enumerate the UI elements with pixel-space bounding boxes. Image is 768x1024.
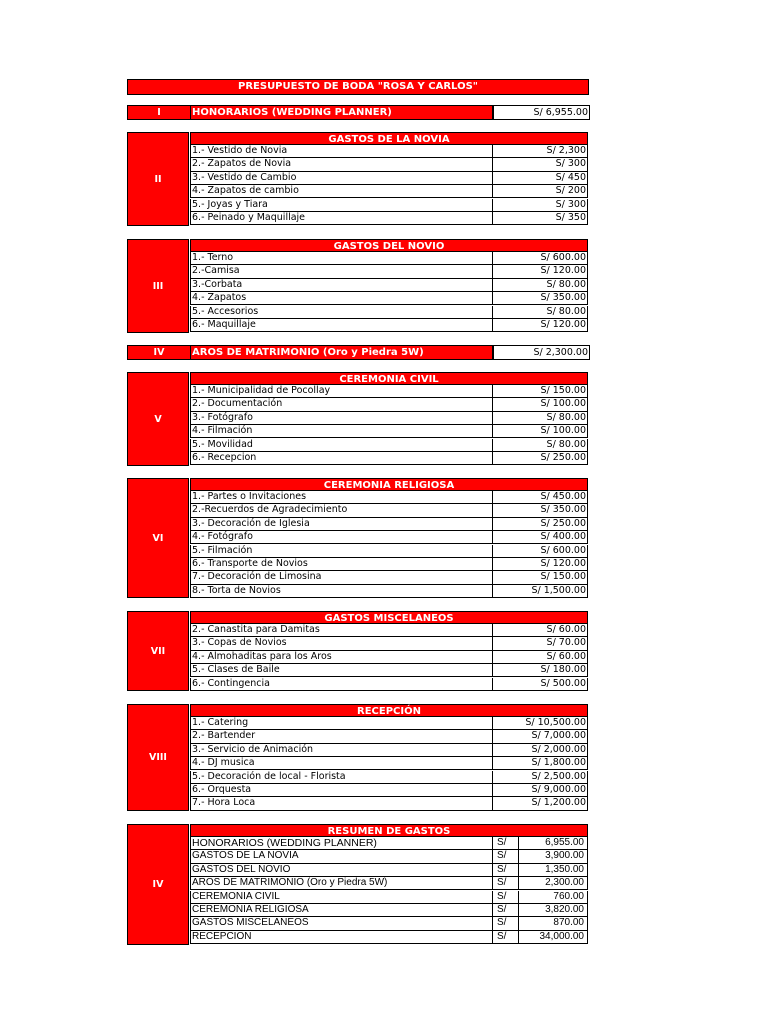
table-row [190, 797, 588, 810]
item-label: 6.- Recepcion [190, 452, 493, 465]
currency-label: S/ [493, 917, 519, 930]
item-amount: 760.00 [519, 891, 588, 904]
item-label: 6.- Maquillaje [190, 319, 493, 332]
item-amount: S/ 80.00 [493, 306, 588, 319]
item-label: 6.- Contingencia [190, 678, 493, 691]
item-amount: S/ 1,200.00 [493, 797, 588, 810]
section-number: V [127, 372, 189, 466]
item-label: 5.- Clases de Baile [190, 664, 493, 677]
table-row [190, 306, 588, 319]
table-row [190, 771, 588, 784]
table-row [190, 837, 588, 850]
item-label: 3.- Vestido de Cambio [190, 172, 493, 185]
item-label: 8.- Torta de Novios [190, 585, 493, 598]
item-label: 1.- Vestido de Novia [190, 145, 493, 158]
section-header: CEREMONIA CIVIL [190, 372, 588, 385]
section-ceremonia-civil [127, 372, 589, 466]
item-label: GASTOS DE LA NOVIA [190, 850, 493, 863]
section-gastos-novio [127, 239, 589, 333]
currency-label: S/ [493, 904, 519, 917]
item-label: CEREMONIA CIVIL [190, 891, 493, 904]
item-amount: S/ 9,000.00 [493, 784, 588, 797]
table-row [190, 412, 588, 425]
item-label: 5.- Filmación [190, 545, 493, 558]
item-amount: S/ 80.00 [493, 279, 588, 292]
item-label: RECEPCION [190, 931, 493, 944]
table-row [190, 425, 588, 438]
table-row [190, 664, 588, 677]
item-label: 3.- Fotógrafo [190, 412, 493, 425]
section-label: HONORARIOS (WEDDING PLANNER) [190, 105, 493, 120]
section-header: GASTOS MISCELANEOS [190, 611, 588, 624]
item-amount: S/ 600.00 [493, 252, 588, 265]
item-amount: S/ 70.00 [493, 637, 588, 650]
item-label: 2.- Bartender [190, 730, 493, 743]
item-amount: S/ 300 [493, 158, 588, 171]
item-label: 3.- Decoración de Iglesia [190, 518, 493, 531]
item-label: 3.- Copas de Novios [190, 637, 493, 650]
item-label: 2.- Documentación [190, 398, 493, 411]
item-amount: 2,300.00 [519, 877, 588, 890]
section-recepcion [127, 704, 589, 811]
table-row [190, 531, 588, 544]
item-amount: S/ 2,000.00 [493, 744, 588, 757]
table-row [190, 385, 588, 398]
item-amount: 3,900.00 [519, 850, 588, 863]
table-row [190, 518, 588, 531]
item-amount: S/ 2,500.00 [493, 771, 588, 784]
item-label: 1.- Terno [190, 252, 493, 265]
table-row [190, 757, 588, 770]
table-row [190, 504, 588, 517]
table-row [190, 265, 588, 278]
section-header: RESUMEN DE GASTOS [190, 824, 588, 837]
item-label: 1.- Municipalidad de Pocollay [190, 385, 493, 398]
item-amount: S/ 180.00 [493, 664, 588, 677]
table-row [190, 624, 588, 637]
item-label: 6.- Transporte de Novios [190, 558, 493, 571]
item-amount: S/ 300 [493, 199, 588, 212]
item-amount: 34,000.00 [519, 931, 588, 944]
item-amount: S/ 450 [493, 172, 588, 185]
item-amount: S/ 1,800.00 [493, 757, 588, 770]
item-amount: S/ 120.00 [493, 265, 588, 278]
table-row [190, 172, 588, 185]
section-amount: S/ 6,955.00 [493, 105, 590, 120]
item-label: 2.-Recuerdos de Agradecimiento [190, 504, 493, 517]
item-label: 4.- Fotógrafo [190, 531, 493, 544]
table-row [190, 730, 588, 743]
table-row [190, 252, 588, 265]
honorarios-row [127, 105, 589, 119]
item-amount: S/ 250.00 [493, 518, 588, 531]
table-row [190, 717, 588, 730]
item-label: 4.- Filmación [190, 425, 493, 438]
currency-label: S/ [493, 864, 519, 877]
table-row [190, 558, 588, 571]
item-amount: S/ 350.00 [493, 292, 588, 305]
item-label: CEREMONIA RELIGIOSA [190, 904, 493, 917]
section-number: VI [127, 478, 189, 598]
item-amount: S/ 80.00 [493, 412, 588, 425]
item-label: AROS DE MATRIMONIO (Oro y Piedra 5W) [190, 877, 493, 890]
item-label: HONORARIOS (WEDDING PLANNER) [190, 837, 493, 850]
item-amount: S/ 450.00 [493, 491, 588, 504]
aros-row [127, 345, 589, 359]
section-number: II [127, 132, 189, 226]
section-header: CEREMONIA RELIGIOSA [190, 478, 588, 491]
table-row [190, 585, 588, 598]
table-row [190, 158, 588, 171]
currency-label: S/ [493, 837, 519, 850]
item-label: 5.- Accesorios [190, 306, 493, 319]
item-amount: S/ 400.00 [493, 531, 588, 544]
item-label: 7.- Hora Loca [190, 797, 493, 810]
item-label: 3.- Servicio de Animación [190, 744, 493, 757]
item-label: 1.- Catering [190, 717, 493, 730]
section-number: VIII [127, 704, 189, 811]
currency-label: S/ [493, 931, 519, 944]
item-amount: S/ 10,500.00 [493, 717, 588, 730]
item-label: 4.- Zapatos [190, 292, 493, 305]
item-label: 5.- Decoración de local - Florista [190, 771, 493, 784]
table-row [190, 452, 588, 465]
sheet-title: PRESUPUESTO DE BODA "ROSA Y CARLOS" [127, 79, 589, 95]
table-row [190, 199, 588, 212]
item-amount: S/ 500.00 [493, 678, 588, 691]
currency-label: S/ [493, 877, 519, 890]
section-gastos-miscelaneos [127, 611, 589, 691]
section-ceremonia-religiosa [127, 478, 589, 598]
item-amount: S/ 100.00 [493, 398, 588, 411]
table-row [190, 784, 588, 797]
section-number: I [127, 105, 191, 120]
item-amount: S/ 7,000.00 [493, 730, 588, 743]
item-label: 1.- Partes o Invitaciones [190, 491, 493, 504]
item-label: 4.- Zapatos de cambio [190, 185, 493, 198]
table-row [190, 398, 588, 411]
table-row [190, 917, 588, 930]
currency-label: S/ [493, 891, 519, 904]
item-label: GASTOS MISCELANEOS [190, 917, 493, 930]
item-label: 6.- Peinado y Maquillaje [190, 212, 493, 225]
table-row [190, 319, 588, 332]
table-row [190, 891, 588, 904]
item-label: 4.- DJ musica [190, 757, 493, 770]
table-row [190, 185, 588, 198]
item-amount: S/ 60.00 [493, 624, 588, 637]
table-row [190, 651, 588, 664]
table-row [190, 904, 588, 917]
item-label: 2.- Zapatos de Novia [190, 158, 493, 171]
item-label: 5.- Joyas y Tiara [190, 199, 493, 212]
item-label: 7.- Decoración de Limosina [190, 571, 493, 584]
table-row [190, 279, 588, 292]
table-row [190, 545, 588, 558]
item-amount: 1,350.00 [519, 864, 588, 877]
item-amount: 3,820.00 [519, 904, 588, 917]
item-label: 2.- Canastita para Damitas [190, 624, 493, 637]
item-amount: S/ 80.00 [493, 439, 588, 452]
item-amount: S/ 100.00 [493, 425, 588, 438]
item-amount: S/ 1,500.00 [493, 585, 588, 598]
item-label: 3.-Corbata [190, 279, 493, 292]
section-number: IV [127, 824, 189, 945]
item-amount: 870.00 [519, 917, 588, 930]
item-label: 5.- Movilidad [190, 439, 493, 452]
item-label: 2.-Camisa [190, 265, 493, 278]
item-amount: S/ 150.00 [493, 385, 588, 398]
section-resumen [127, 824, 589, 945]
item-amount: S/ 350 [493, 212, 588, 225]
table-row [190, 678, 588, 691]
table-row [190, 850, 588, 863]
table-row [190, 292, 588, 305]
table-row [190, 637, 588, 650]
item-amount: S/ 600.00 [493, 545, 588, 558]
currency-label: S/ [493, 850, 519, 863]
item-amount: S/ 120.00 [493, 558, 588, 571]
section-number: IV [127, 345, 191, 360]
item-label: GASTOS DEL NOVIO [190, 864, 493, 877]
section-header: GASTOS DE LA NOVIA [190, 132, 588, 145]
table-row [190, 491, 588, 504]
section-header: GASTOS DEL NOVIO [190, 239, 588, 252]
section-gastos-novia [127, 132, 589, 226]
item-amount: S/ 350.00 [493, 504, 588, 517]
table-row [190, 571, 588, 584]
table-row [190, 864, 588, 877]
item-amount: S/ 60.00 [493, 651, 588, 664]
item-label: 6.- Orquesta [190, 784, 493, 797]
item-amount: S/ 250.00 [493, 452, 588, 465]
table-row [190, 877, 588, 890]
table-row [190, 439, 588, 452]
item-amount: S/ 200 [493, 185, 588, 198]
table-row [190, 145, 588, 158]
table-row [190, 744, 588, 757]
section-number: III [127, 239, 189, 333]
section-header: RECEPCIÓN [190, 704, 588, 717]
table-row [190, 931, 588, 944]
section-label: AROS DE MATRIMONIO (Oro y Piedra 5W) [190, 345, 493, 360]
item-label: 4.- Almohaditas para los Aros [190, 651, 493, 664]
item-amount: S/ 150.00 [493, 571, 588, 584]
item-amount: S/ 120.00 [493, 319, 588, 332]
section-number: VII [127, 611, 189, 691]
item-amount: S/ 2,300 [493, 145, 588, 158]
table-row [190, 212, 588, 225]
item-amount: 6,955.00 [519, 837, 588, 850]
section-amount: S/ 2,300.00 [493, 345, 590, 360]
